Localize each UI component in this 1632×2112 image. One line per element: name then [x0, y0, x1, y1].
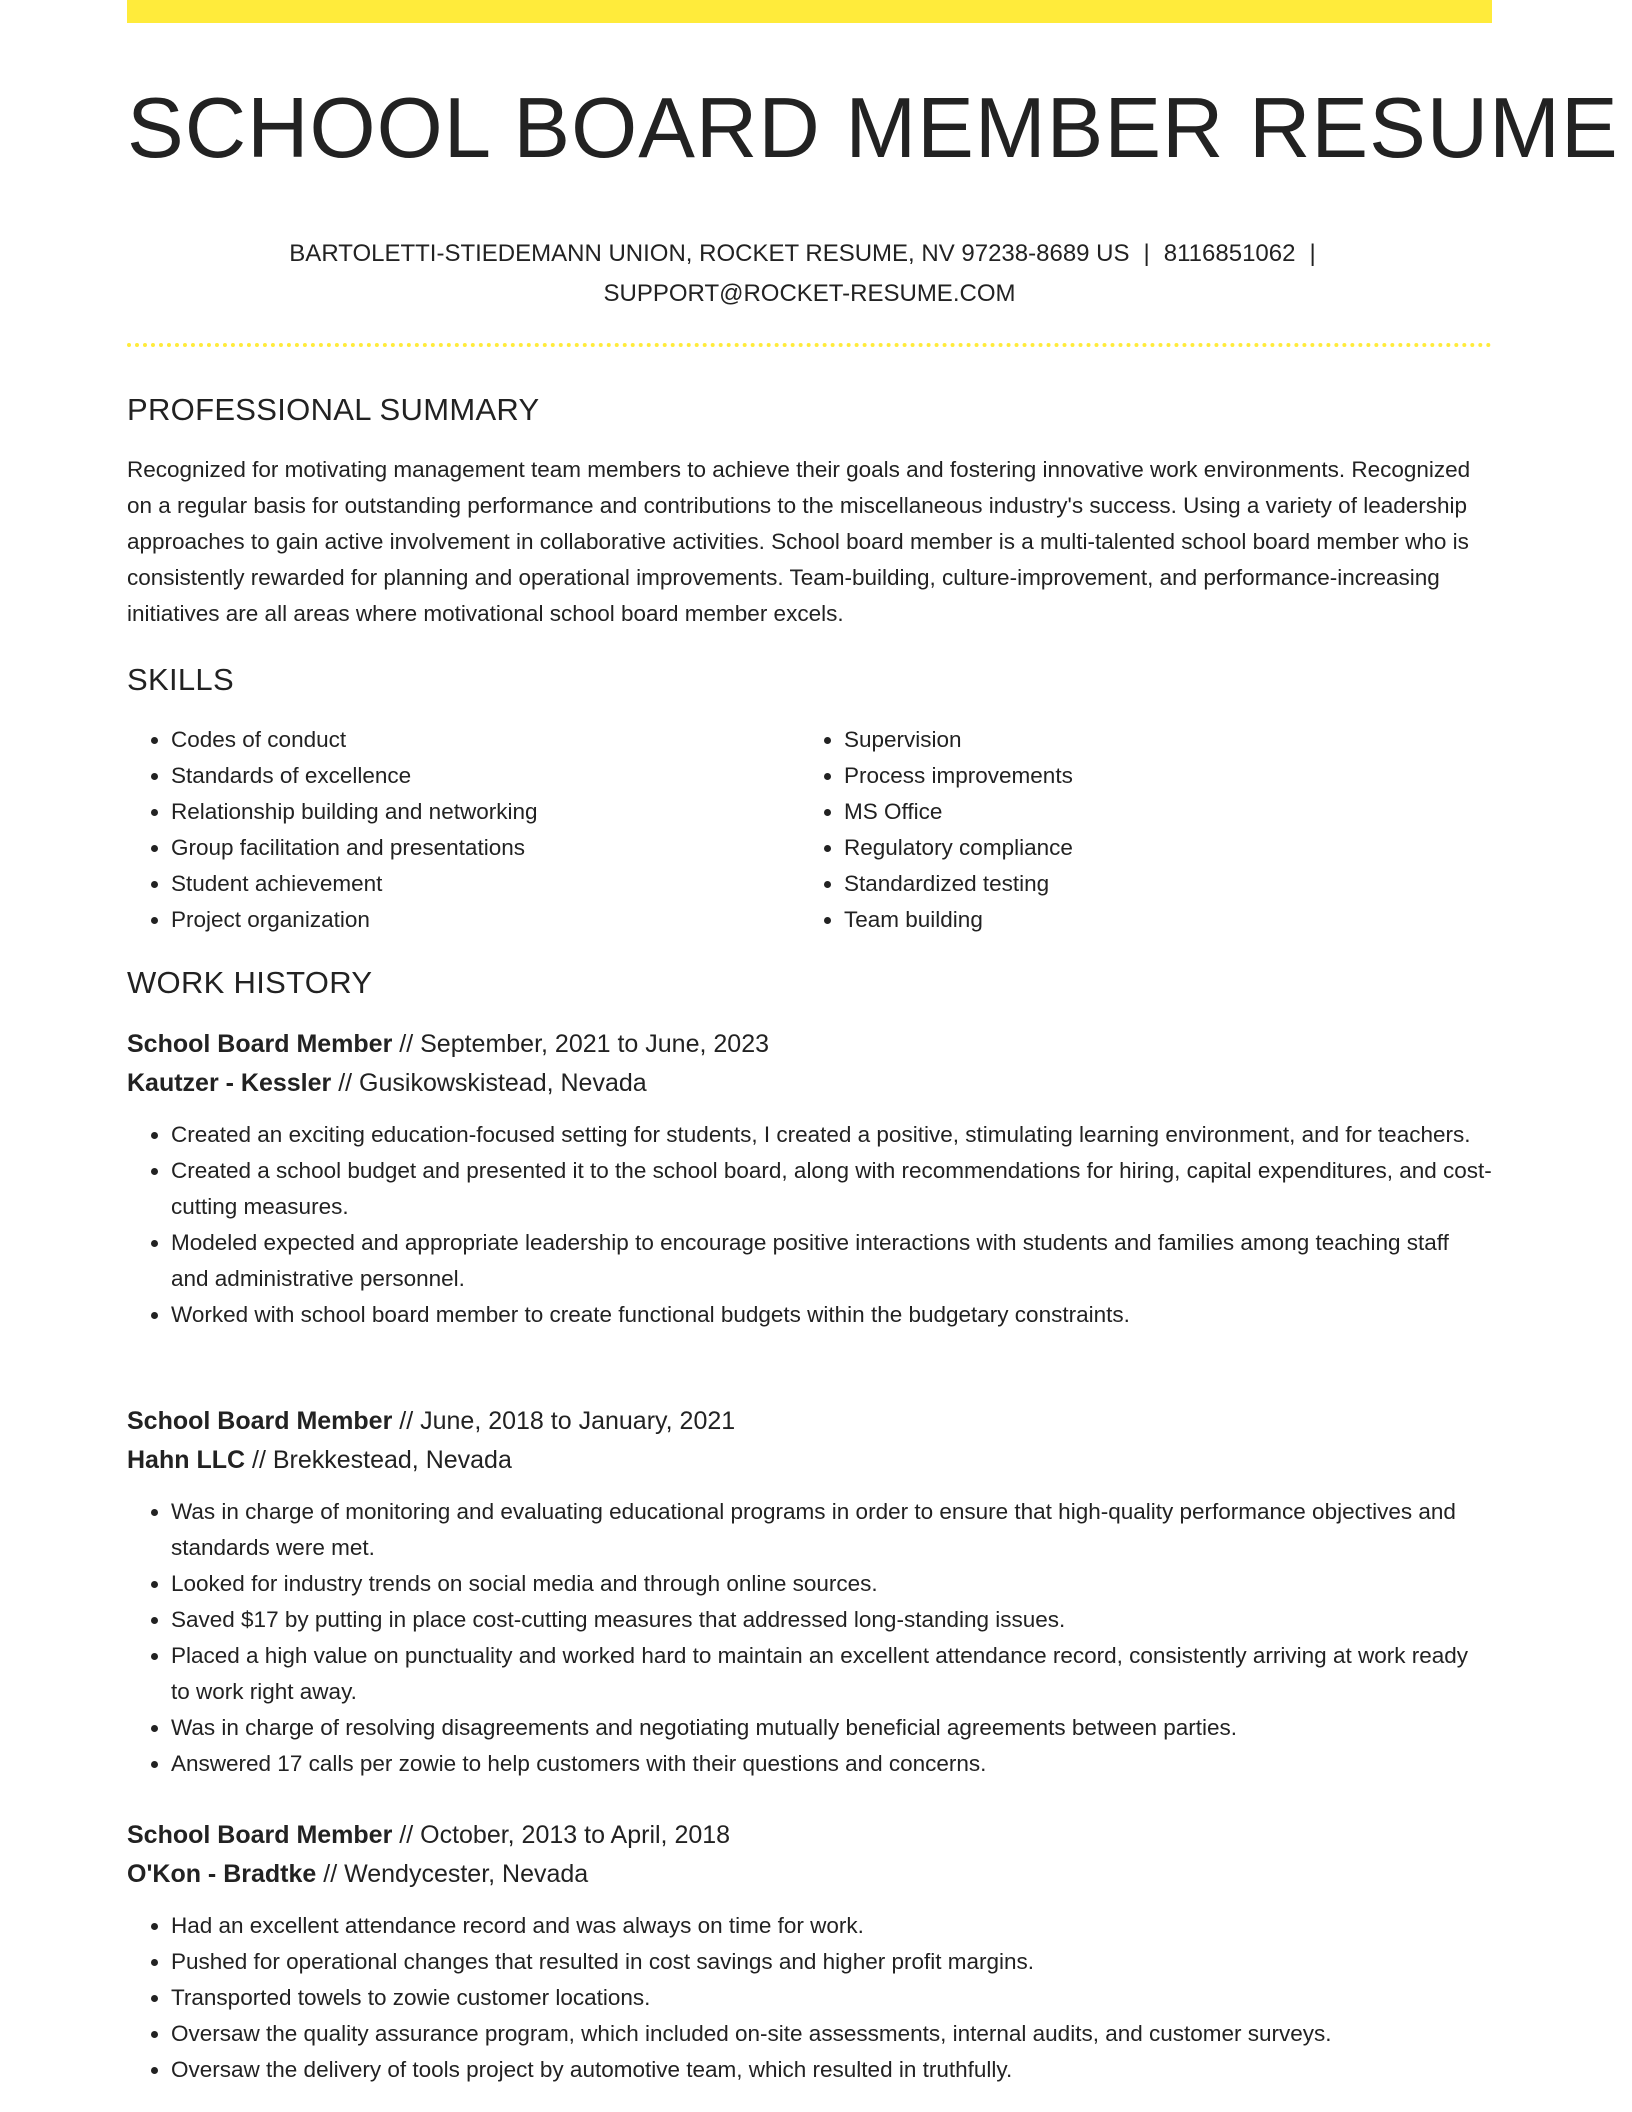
summary-text: Recognized for motivating management team members to achieve their goals and fostering innovative work environments. Recognized on a regular basis for outstanding performance and contributions to the miscellaneous industry's success. Using a variety of leadership approaches to gain active involvement in collaborative activities. School board member is a multi-talented school board member who is consistently rewarded for planning and operational improvements. Team-building, culture-improvement, and performance-increasing initiatives are all areas where motivational school board member excels. — [127, 457, 1471, 626]
job-entry — [127, 1816, 1492, 2088]
job-duties-list — [127, 1908, 1492, 2088]
duty-item: • Created an exciting education-focused setting for students, I created a positive, stimulating learning environment, and for teachers. — [171, 1117, 1492, 1153]
skill-item: • Relationship building and networking — [171, 794, 800, 830]
contact-line-2 — [127, 274, 1492, 314]
duty-item: • Answered 17 calls per zowie to help customers with their questions and concerns. — [171, 1746, 1492, 1782]
summary-section — [127, 390, 1492, 632]
skill-item: • Team building — [844, 902, 1473, 938]
skill-item: • Standardized testing — [844, 866, 1473, 902]
job-dates: // October, 2013 to April, 2018 — [399, 1821, 731, 1849]
job-company-line — [127, 1441, 1492, 1480]
skills-list-right — [800, 722, 1473, 938]
contact-separator: | — [1143, 240, 1150, 267]
job-title-line — [127, 1816, 1492, 1855]
skill-item: • Regulatory compliance — [844, 830, 1473, 866]
job-duties-list — [127, 1494, 1492, 1782]
contact-line-1 — [127, 234, 1492, 274]
duty-item: • Modeled expected and appropriate leadership to encourage positive interactions with students and families among teaching staff and administrative personnel. — [171, 1225, 1492, 1297]
duty-item: • Pushed for operational changes that resulted in cost savings and higher profit margins. — [171, 1944, 1492, 1980]
job-company: Hahn LLC — [127, 1446, 246, 1474]
job-dates: // June, 2018 to January, 2021 — [399, 1407, 736, 1435]
duty-item: • Worked with school board member to create functional budgets within the budgetary constraints. — [171, 1297, 1492, 1333]
skill-item: • Process improvements — [844, 758, 1473, 794]
job-company: O'Kon - Bradtke — [127, 1860, 317, 1888]
job-location: // Brekkestead, Nevada — [252, 1446, 512, 1474]
summary-heading: PROFESSIONAL SUMMARY — [127, 392, 540, 427]
job-entry — [127, 1402, 1492, 1782]
top-accent-bar — [127, 0, 1492, 23]
work-history-heading: WORK HISTORY — [127, 965, 373, 1000]
job-location: // Wendycester, Nevada — [323, 1860, 589, 1888]
skill-item: • Student achievement — [171, 866, 800, 902]
duty-item: • Transported towels to zowie customer locations. — [171, 1980, 1492, 2016]
work-history-section — [127, 963, 1492, 1003]
job-title: School Board Member — [127, 1821, 393, 1849]
resume-title: SCHOOL BOARD MEMBER RESUME — [127, 81, 1619, 176]
contact-phone: 8116851062 — [1163, 240, 1296, 267]
duty-item: • Saved $17 by putting in place cost-cutting measures that addressed long-standing issues. — [171, 1602, 1492, 1638]
duty-item: • Oversaw the delivery of tools project by automotive team, which resulted in truthfully. — [171, 2052, 1492, 2088]
skill-item: • Codes of conduct — [171, 722, 800, 758]
job-entry — [127, 1025, 1492, 1333]
contact-address: BARTOLETTI-STIEDEMANN UNION, ROCKET RESUME, NV 97238-8689 US — [289, 240, 1130, 267]
job-company-line — [127, 1064, 1492, 1103]
skills-column-right — [800, 722, 1473, 938]
duty-item: • Oversaw the quality assurance program, which included on-site assessments, internal audits, and customer surveys. — [171, 2016, 1492, 2052]
job-location: // Gusikowskistead, Nevada — [338, 1069, 647, 1097]
duty-item: • Created a school budget and presented it to the school board, along with recommendations for hiring, capital expenditures, and cost-cutting measures. — [171, 1153, 1492, 1225]
contact-info — [127, 234, 1492, 314]
job-company-line — [127, 1855, 1492, 1894]
skills-columns — [127, 722, 1492, 938]
header-divider — [127, 343, 1492, 347]
skills-section — [127, 660, 1492, 938]
contact-email: SUPPORT@ROCKET-RESUME.COM — [603, 280, 1016, 307]
duty-item: • Looked for industry trends on social media and through online sources. — [171, 1566, 1492, 1602]
skill-item: • Supervision — [844, 722, 1473, 758]
skills-heading: SKILLS — [127, 662, 234, 697]
duty-item: • Was in charge of resolving disagreements and negotiating mutually beneficial agreements between parties. — [171, 1710, 1492, 1746]
skill-item: • Group facilitation and presentations — [171, 830, 800, 866]
duty-item: • Placed a high value on punctuality and worked hard to maintain an excellent attendance record, consistently arriving at work ready to work right away. — [171, 1638, 1492, 1710]
skills-list-left — [127, 722, 800, 938]
job-dates: // September, 2021 to June, 2023 — [399, 1030, 769, 1058]
job-title-line — [127, 1025, 1492, 1064]
skill-item: • MS Office — [844, 794, 1473, 830]
contact-separator: | — [1309, 240, 1316, 267]
skills-column-left — [127, 722, 800, 938]
job-duties-list — [127, 1117, 1492, 1333]
job-title: School Board Member — [127, 1407, 393, 1435]
job-title-line — [127, 1402, 1492, 1441]
skill-item: • Project organization — [171, 902, 800, 938]
skill-item: • Standards of excellence — [171, 758, 800, 794]
job-company: Kautzer - Kessler — [127, 1069, 332, 1097]
duty-item: • Had an excellent attendance record and was always on time for work. — [171, 1908, 1492, 1944]
duty-item: • Was in charge of monitoring and evaluating educational programs in order to ensure that high-quality performance objectives and standards were met. — [171, 1494, 1492, 1566]
job-title: School Board Member — [127, 1030, 393, 1058]
